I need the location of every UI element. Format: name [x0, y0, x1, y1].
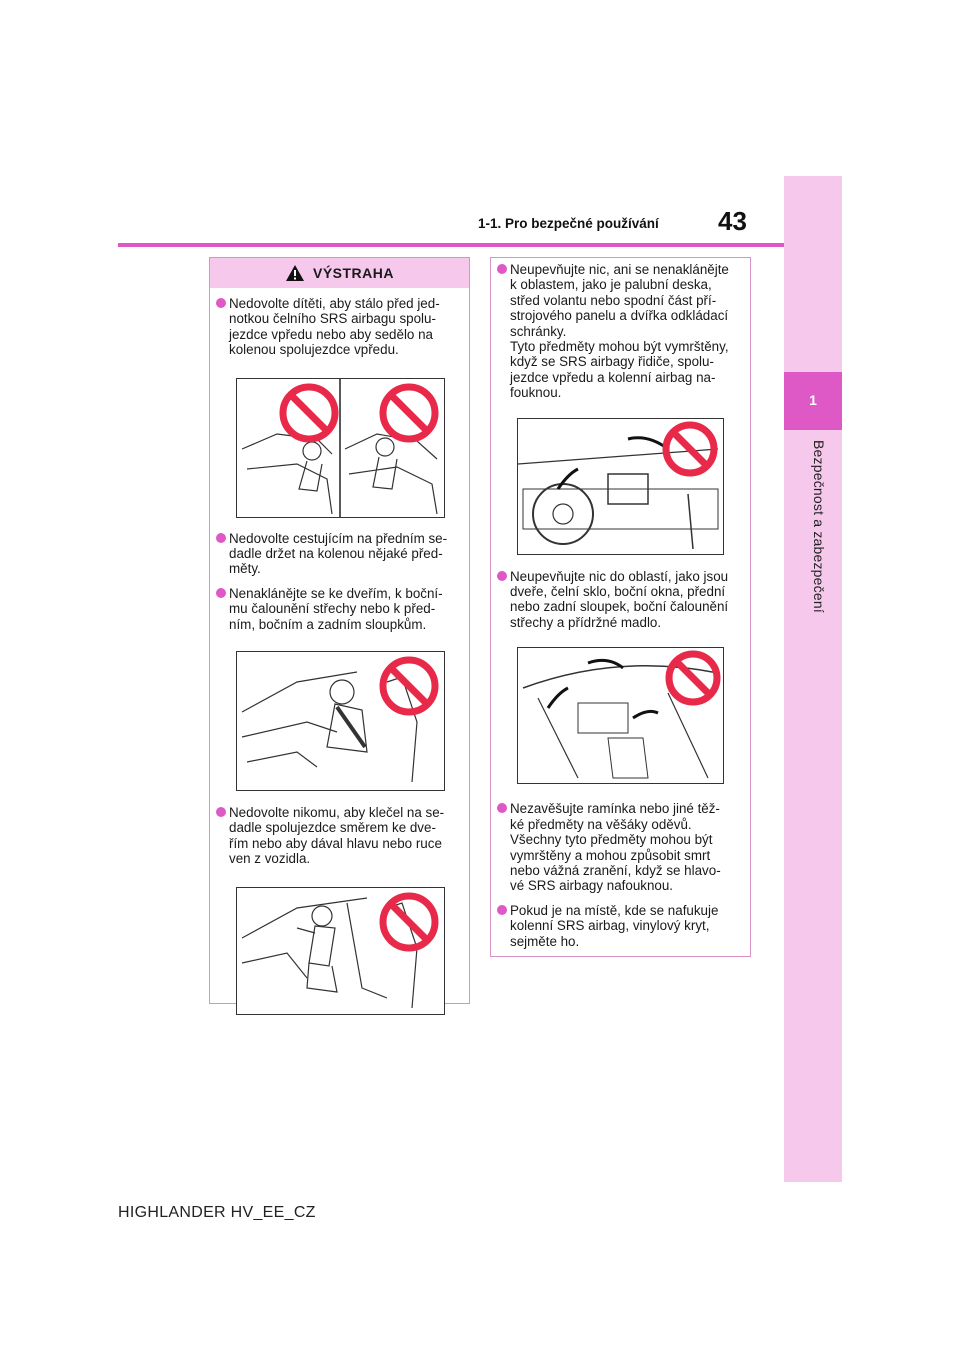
illustration-interior-pillars [517, 647, 724, 784]
right-item-4 [497, 903, 744, 949]
warning-title: VÝSTRAHA [312, 265, 394, 281]
right-item-text: Pokud je na místě, kde se nafukuje kolenní SRS airbag, vinylový kryt, sejměte ho. [510, 902, 719, 949]
bullet-icon [497, 264, 507, 274]
warning-item-text: Nenaklánějte se ke dveřím, k boční- mu čalounění střechy nebo k před- ním, bočním a zadním sloupkům. [229, 585, 443, 632]
bullet-icon [216, 807, 226, 817]
bullet-icon [216, 533, 226, 543]
continued-warning-box [490, 257, 751, 957]
bullet-icon [216, 588, 226, 598]
chapter-number: 1 [809, 392, 817, 408]
header-rule [118, 243, 784, 247]
prohibition-icon [383, 896, 435, 948]
right-item-text: Neupevňujte nic, ani se nenaklánějte k oblastem, jako je palubní deska, střed volantu nebo spodní část pří- strojového panelu a dvířka odkládací schránky. Tyto předměty mohou být vymrštěny, když se SRS airbagy řidiče, spolu- jezdce vpředu a kolenní airbag na- fouknou. [510, 262, 729, 401]
right-item-text: Neupevňujte nic do oblastí, jako jsou dveře, čelní sklo, boční okna, přední nebo zadní sloupek, boční čalounění střechy a přídržné madlo. [510, 568, 729, 630]
chapter-label: Bezpečnost a zabezpečení [811, 440, 827, 613]
prohibition-icon [669, 654, 717, 702]
illustration-leaning-door [236, 651, 445, 791]
right-item-text: Nezavěšujte ramínka nebo jiné těž- ké předměty na věšáky oděvů. Všechny tyto předměty mohou být vymrštěny a mohou způsobit smrt nebo vážná zranění, když se hlavo- vé SRS airbagy nafouknou. [510, 801, 721, 894]
warning-item-text: Nedovolte cestujícím na předním se- dadle držet na kolenou nějaké před- měty. [229, 530, 448, 577]
warning-item-2 [216, 531, 463, 577]
bullet-icon [216, 298, 226, 308]
warning-triangle-icon [285, 264, 305, 282]
warning-item-text: Nedovolte dítěti, aby stálo před jed- notkou čelního SRS airbagu spolu- jezdce vpředu nebo aby sedělo na kolenou spolujezdce vpředu. [229, 296, 440, 358]
footer-model: HIGHLANDER HV_EE_CZ [118, 1204, 316, 1221]
prohibition-icon [666, 425, 714, 473]
warning-item-3 [216, 586, 463, 632]
prohibition-icon [383, 660, 435, 712]
warning-box [209, 257, 470, 1004]
bullet-icon [497, 905, 507, 915]
bullet-icon [497, 803, 507, 813]
bullet-icon [497, 571, 507, 581]
warning-header [210, 258, 469, 288]
chapter-tab-strip [784, 176, 842, 1182]
right-item-3 [497, 801, 744, 893]
illustration-kneeling-seat [236, 887, 445, 1015]
prohibition-icon [283, 387, 335, 439]
right-item-1 [497, 262, 744, 401]
warning-item-text: Nedovolte nikomu, aby klečel na se- dadle spolujezdce směrem ke dve- řím nebo aby dával hlavu nebo ruce ven z vozidla. [229, 805, 445, 867]
section-title: 1-1. Pro bezpečné používání [478, 216, 659, 231]
warning-item-1 [216, 296, 463, 358]
page-number: 43 [718, 206, 747, 236]
warning-item-4 [216, 805, 463, 867]
illustration-child-standing [236, 378, 445, 518]
right-item-2 [497, 569, 744, 631]
illustration-dashboard [517, 418, 724, 555]
prohibition-icon [383, 387, 435, 439]
